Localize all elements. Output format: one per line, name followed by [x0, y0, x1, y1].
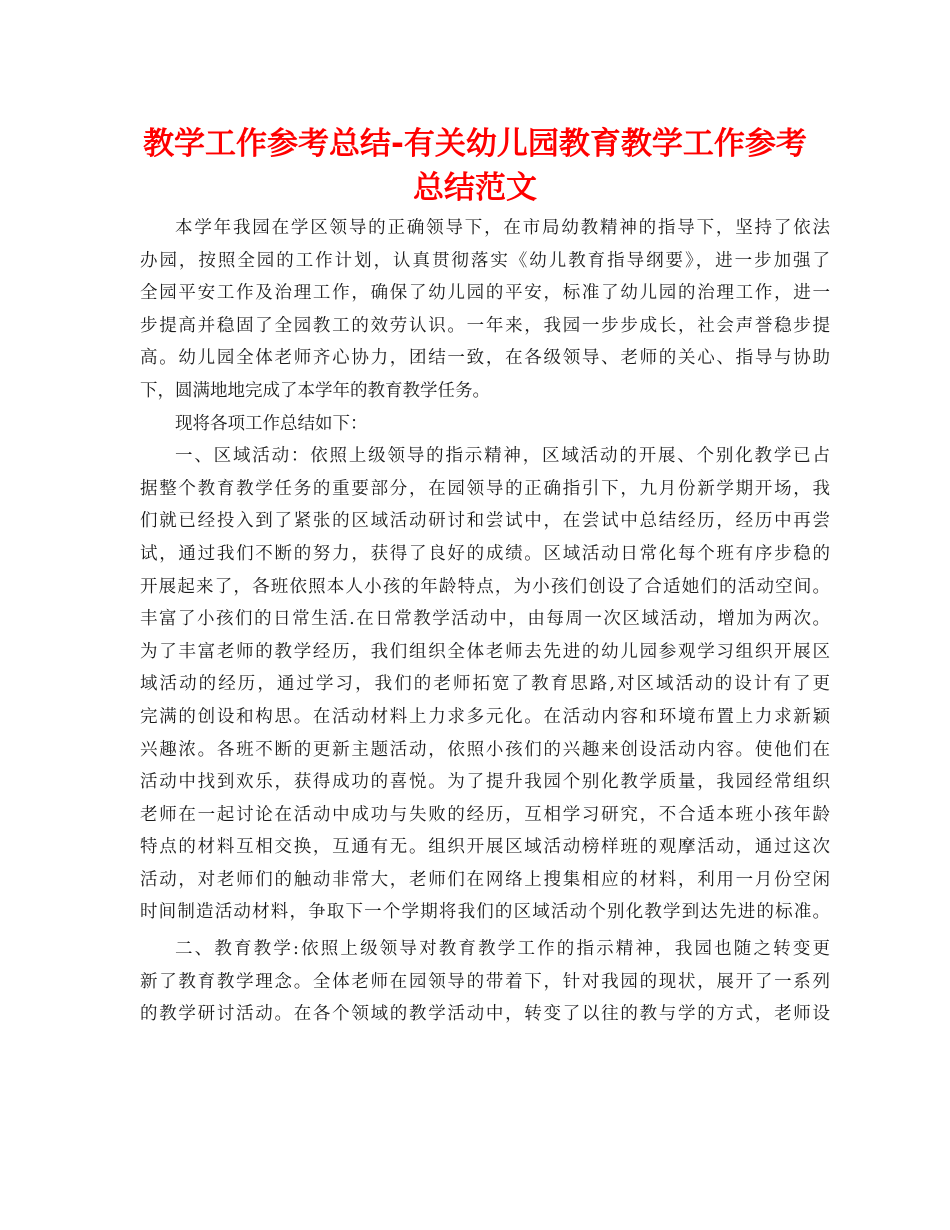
paragraph-line: 高。幼儿园全体老师齐心协力，团结一致，在各级领导、老师的关心、指导与协助 — [140, 348, 830, 369]
document-body — [140, 212, 830, 1031]
paragraph-line: 完满的创设和构思。在活动材料上力求多元化。在活动内容和环境布置上力求新颖 — [140, 706, 830, 727]
paragraph-line: 新了教育教学理念。全体老师在园领导的带着下，针对我园的现状，展开了一系列 — [140, 971, 830, 992]
paragraph-line: 为了丰富老师的教学经历，我们组织全体老师去先进的幼儿园参观学习组织开展区 — [140, 641, 830, 662]
paragraph-line: 丰富了小孩们的日常生活.在日常教学活动中，由每周一次区域活动，增加为两次。 — [140, 609, 830, 630]
paragraph-line: 一、区域活动：依照上级领导的指示精神，区域活动的开展、个别化教学已占 — [175, 446, 830, 467]
document-title-line-2: 总结范文 — [413, 170, 537, 206]
paragraph-line: 全园平安工作及治理工作，确保了幼儿园的平安，标准了幼儿园的治理工作，进一 — [140, 283, 830, 304]
paragraph-line: 们就已经投入到了紧张的区域活动研讨和尝试中，在尝试中总结经历，经历中再尝 — [140, 511, 830, 532]
paragraph-line: 的教学研讨活动。在各个领域的教学活动中，转变了以往的教与学的方式，老师设 — [140, 1004, 830, 1025]
paragraph-line: 据整个教育教学任务的重要部分，在园领导的正确指引下，九月份新学期开场，我 — [140, 478, 830, 499]
paragraph-line: 开展起来了，各班依照本人小孩的年龄特点，为小孩们创设了合适她们的活动空间。 — [140, 576, 830, 597]
paragraph-line: 活动，对老师们的触动非常大，老师们在网络上搜集相应的材料，利用一月份空闲 — [140, 869, 830, 890]
paragraph-line: 试，通过我们不断的努力，获得了良好的成绩。区域活动日常化每个班有序步稳的 — [140, 543, 830, 564]
paragraph-line: 域活动的经历，通过学习，我们的老师拓宽了教育思路,对区域活动的设计有了更 — [140, 674, 830, 695]
paragraph-line: 二、教育教学:依照上级领导对教育教学工作的指示精神，我园也随之转变更 — [175, 939, 830, 960]
paragraph-line: 本学年我园在学区领导的正确领导下，在市局幼教精神的指导下，坚持了依法 — [175, 218, 830, 238]
paragraph-line: 下，圆满地地完成了本学年的教育教学任务。 — [140, 380, 490, 401]
paragraph-line: 步提高并稳固了全园教工的效劳认识。一年来，我园一步步成长，社会声誉稳步提 — [140, 315, 830, 336]
paragraph-line: 活动中找到欢乐，获得成功的喜悦。为了提升我园个别化教学质量，我园经常组织 — [140, 772, 830, 793]
paragraph-line: 时间制造活动材料，争取下一个学期将我们的区域活动个别化教学到达先进的标准。 — [140, 902, 830, 923]
document-title-line-1: 教学工作参考总结-有关幼儿园教育教学工作参考 — [143, 126, 807, 162]
paragraph-line: 老师在一起讨论在活动中成功与失败的经历，互相学习研究，不合适本班小孩年龄 — [140, 804, 830, 825]
paragraph-line: 特点的材料互相交换，互通有无。组织开展区域活动榜样班的观摩活动，通过这次 — [140, 837, 830, 858]
paragraph-line: 办园，按照全园的工作计划，认真贯彻落实《幼儿教育指导纲要》，进一步加强了 — [140, 250, 830, 271]
paragraph-line: 兴趣浓。各班不断的更新主题活动，依照小孩们的兴趣来创设活动内容。使他们在 — [140, 739, 830, 760]
paragraph-line: 现将各项工作总结如下： — [175, 413, 368, 434]
